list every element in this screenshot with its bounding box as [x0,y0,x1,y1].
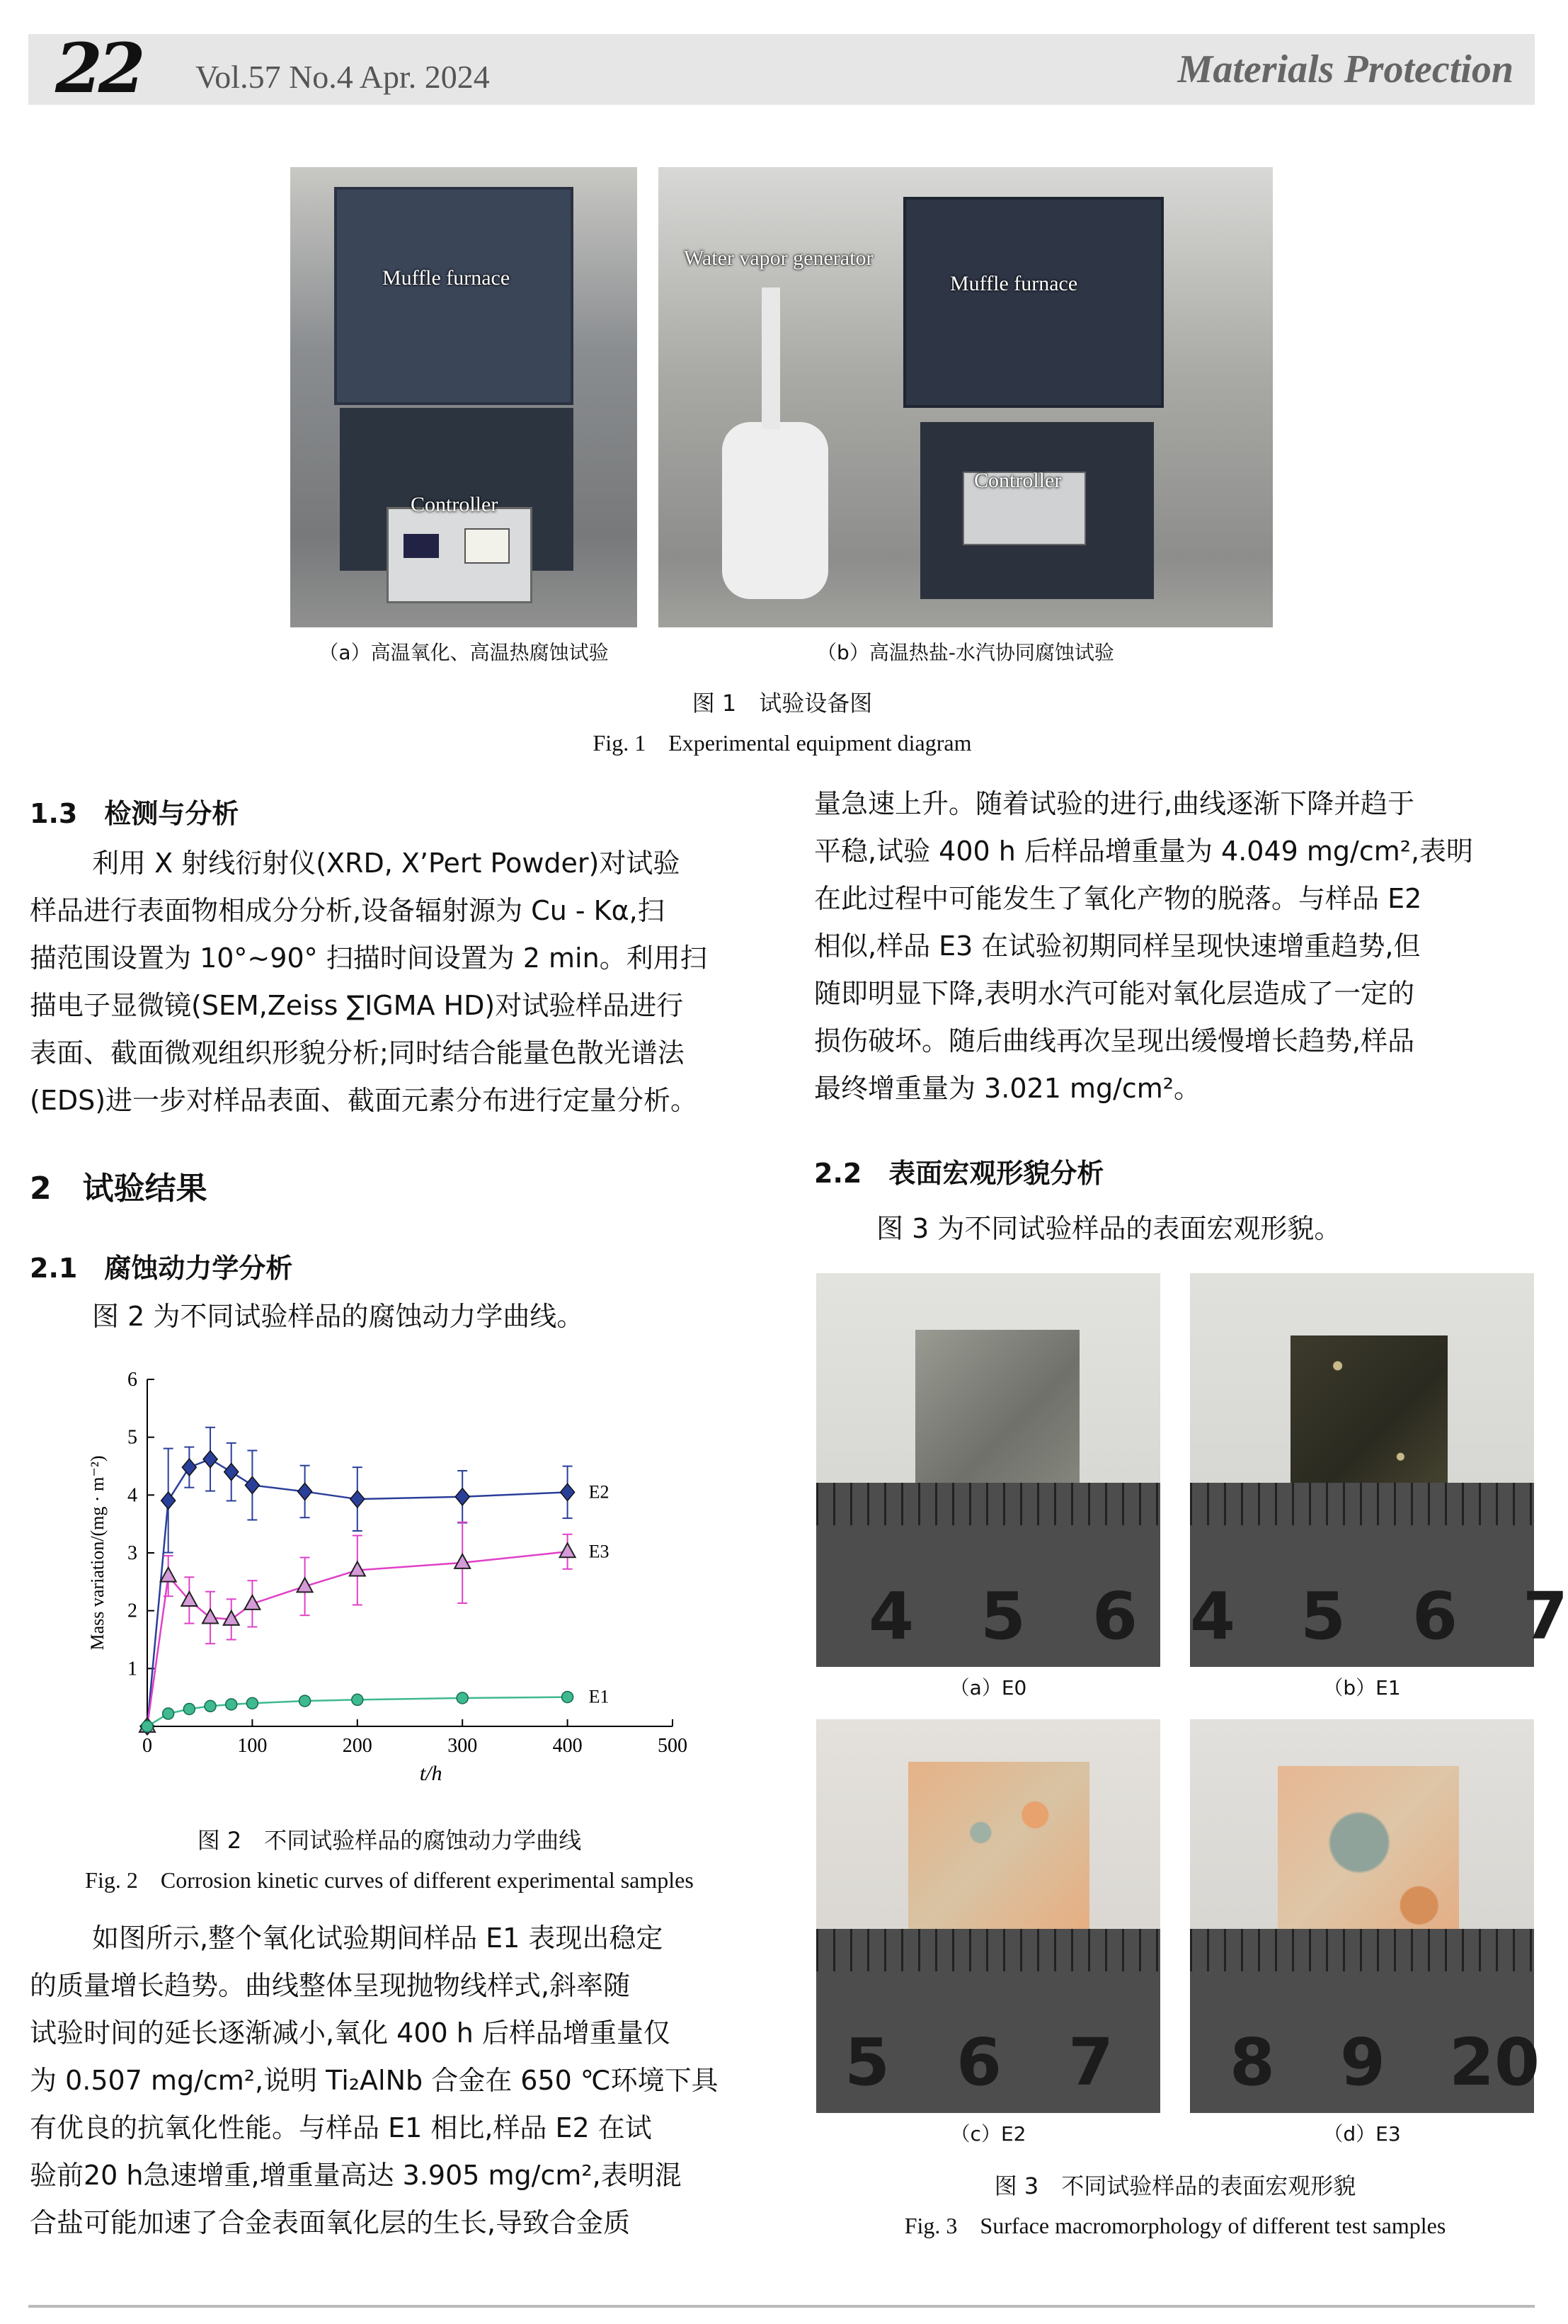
figure3-caption-c: （c）E2 [950,2122,1026,2146]
x-tick-label: 100 [237,1735,268,1757]
data-point-e2 [561,1483,575,1500]
data-point-e1 [299,1695,311,1707]
series-label-e1: E1 [588,1686,610,1707]
text-line: 验前20 h急速增重,增重量高达 3.905 mg/cm²,表明混 [30,2160,682,2191]
text-line: 量急速上升。随着试验的进行,曲线逐渐下降并趋于 [814,788,1415,819]
data-point-e1 [142,1721,153,1732]
text-line: 相似,样品 E3 在试验初期同样呈现快速增重趋势,但 [814,930,1421,962]
figure1-caption-a: （a）高温氧化、高温热腐蚀试验 [319,641,609,664]
ruler-number: 9 [1340,2024,1386,2100]
text-line: 如图所示,整个氧化试验期间样品 E1 表现出稳定 [92,1923,663,1954]
figure3-caption-a: （a）E0 [949,1676,1027,1699]
label-controller-a: Controller [411,493,498,516]
figure3-caption-d: （d）E3 [1323,2122,1401,2146]
data-point-e2 [203,1451,217,1468]
section-2-1-intro [92,1293,750,1340]
ruler-number: 6 [956,2024,1002,2100]
ruler-number: 8 [1230,2024,1276,2100]
section-2-heading: 2 试验结果 [30,1170,207,1207]
data-point-e1 [352,1694,363,1705]
data-point-e1 [183,1704,195,1715]
data-point-e2 [161,1492,176,1509]
figure1-photo-b [658,167,1273,627]
footer-rule [28,2305,1535,2308]
sample-photo-e2 [816,1719,1160,2113]
data-point-e3 [161,1568,176,1582]
figure1-caption-b: （b）高温热盐-水汽协同腐蚀试验 [817,641,1114,664]
ruler-number: 4 [869,1578,915,1654]
figure3-caption-b: （b）E1 [1323,1676,1401,1699]
label-controller-b: Controller [974,469,1062,492]
figure2-caption-en: Fig. 2 Corrosion kinetic curves of different experimental samples [85,1867,694,1893]
sample-photo-e0 [816,1273,1160,1667]
y-tick-label: 1 [127,1658,137,1680]
text-line: 试验时间的延长逐渐减小,氧化 400 h 后样品增重量仅 [30,2017,670,2049]
x-tick-label: 200 [342,1735,372,1757]
data-point-e3 [350,1562,365,1576]
data-point-e2 [182,1459,196,1476]
figure3-caption-cn: 图 3 不同试验样品的表面宏观形貌 [994,2172,1356,2199]
y-axis-label: Mass variation/(mg · m⁻²) [87,1455,108,1651]
sample-photo-e3 [1190,1719,1540,2113]
x-tick-label: 400 [552,1735,583,1757]
data-point-e2 [224,1464,239,1481]
text-line: 描范围设置为 10°~90° 扫描时间设置为 2 min。利用扫 [30,942,707,974]
ruler-number: 7 [1523,1578,1568,1654]
data-point-e1 [562,1692,573,1703]
ruler-number: 5 [980,1578,1026,1654]
section-1-3-heading: 1.3 检测与分析 [30,798,239,829]
y-tick-label: 2 [127,1600,137,1622]
label-muffle-furnace-a: Muffle furnace [382,266,510,290]
data-point-e1 [205,1700,216,1711]
right-column-paragraph [814,780,1536,1112]
text-line: 图 2 为不同试验样品的腐蚀动力学曲线。 [92,1301,584,1332]
ruler-number: 5 [1300,1578,1346,1654]
corrosion-kinetics-chart [71,1360,708,1799]
data-point-e2 [455,1488,469,1505]
text-line: 损伤破坏。随后曲线再次呈现出缓慢增长趋势,样品 [814,1025,1415,1056]
data-point-e2 [245,1476,259,1493]
data-point-e3 [224,1611,239,1625]
label-water-vapor-generator: Water vapor generator [684,246,874,270]
text-line: 最终增重量为 3.021 mg/cm²。 [814,1073,1201,1104]
data-point-e3 [202,1609,218,1623]
text-line: 的质量增长趋势。曲线整体呈现抛物线样式,斜率随 [30,1970,631,2001]
text-line: 在此过程中可能发生了氧化产物的脱落。与样品 E2 [814,883,1422,914]
y-tick-label: 4 [127,1484,137,1507]
figure1-caption-en: Fig. 1 Experimental equipment diagram [593,730,972,756]
text-line: 有优良的抗氧化性能。与样品 E1 相比,样品 E2 在试 [30,2112,652,2143]
data-point-e3 [560,1543,576,1557]
sample-photo-e1 [1190,1273,1568,1667]
data-point-e1 [226,1699,237,1710]
ruler-number: 20 [1449,2024,1540,2100]
text-line: 描电子显微镜(SEM,Zeiss ∑IGMA HD)对试验样品进行 [30,990,684,1021]
data-point-e1 [246,1697,258,1709]
label-muffle-furnace-b: Muffle furnace [950,272,1078,295]
x-tick-label: 300 [447,1735,478,1757]
data-point-e1 [163,1708,174,1719]
section-2-2-heading: 2.2 表面宏观形貌分析 [814,1158,1104,1189]
section-1-3-paragraph [30,840,752,1124]
figure1-caption-cn: 图 1 试验设备图 [692,690,873,717]
text-line: 平稳,试验 400 h 后样品增重量为 4.049 mg/cm²,表明 [814,836,1474,867]
figure2-caption-cn: 图 2 不同试验样品的腐蚀动力学曲线 [197,1827,582,1854]
section-2-1-paragraph [30,1915,752,2247]
ruler-number: 6 [1092,1578,1138,1654]
y-tick-label: 5 [127,1426,137,1449]
series-label-e2: E2 [588,1481,610,1503]
x-tick-label: 500 [658,1735,687,1757]
figure1-photo-a [290,167,637,627]
data-point-e2 [298,1483,312,1500]
text-line: 合盐可能加速了合金表面氧化层的生长,导致合金质 [30,2207,631,2238]
text-line: 为 0.507 mg/cm²,说明 Ti₂AlNb 合金在 650 ℃环境下具 [30,2065,719,2096]
section-2-1-heading: 2.1 腐蚀动力学分析 [30,1253,293,1284]
ruler-number: 6 [1412,1578,1458,1654]
series-label-e3: E3 [588,1541,610,1562]
x-tick-label: 0 [142,1735,152,1757]
x-axis-label: t/h [419,1762,442,1785]
text-line: 表面、截面微观组织形貌分析;同时结合能量色散光谱法 [30,1037,685,1069]
y-tick-label: 3 [127,1542,137,1564]
figure3-caption-en: Fig. 3 Surface macromorphology of different test samples [904,2213,1446,2238]
ruler-number: 4 [1190,1578,1236,1654]
data-point-e1 [457,1692,468,1704]
volume-info: Vol.57 No.4 Apr. 2024 [195,59,490,95]
text-line: 利用 X 射线衍射仪(XRD, X’Pert Powder)对试验 [92,848,680,879]
text-line: 随即明显下降,表明水汽可能对氧化层造成了一定的 [814,978,1415,1009]
text-line: 图 3 为不同试验样品的表面宏观形貌。 [876,1213,1341,1244]
ruler-number: 5 [845,2024,891,2100]
data-point-e2 [350,1491,365,1508]
page-number: 22 [55,28,142,108]
section-2-2-intro [876,1205,1535,1253]
journal-title: Materials Protection [1177,47,1513,91]
text-line: (EDS)进一步对样品表面、截面元素分布进行定量分析。 [30,1085,698,1116]
y-tick-label: 6 [127,1369,137,1391]
ruler-number: 7 [1068,2024,1114,2100]
text-line: 样品进行表面物相成分分析,设备辐射源为 Cu - Kα,扫 [30,895,665,926]
